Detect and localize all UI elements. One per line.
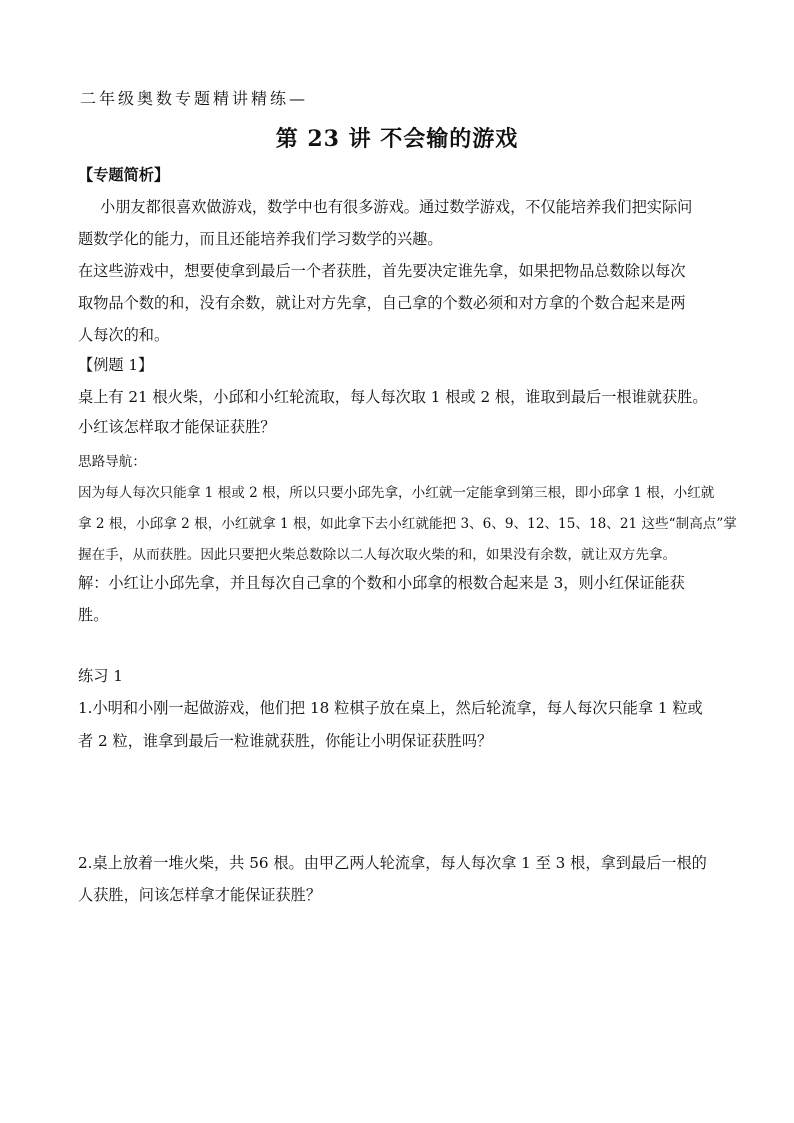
- example-question-line: 桌上有 21 根火柴，小邱和小红轮流取，每人每次取 1 根或 2 根，谁取到最后一根谁就获胜。: [78, 388, 708, 406]
- lesson-title: 第 23 讲 不会输的游戏: [275, 126, 519, 152]
- practice-q1-line: 者 2 粒，谁拿到最后一粒谁就获胜，你能让小明保证获胜吗？: [78, 732, 493, 750]
- solution-line: 解：小红让小邱先拿，并且每次自己拿的个数和小邱拿的根数合起来是 3，则小红保证能获: [78, 574, 685, 592]
- practice-q2-line: 2.桌上放着一堆火柴，共 56 根。由甲乙两人轮流拿，每人每次拿 1 至 3 根，拿到最后一根的: [78, 854, 707, 872]
- guide-line: 因为每人每次只能拿 1 根或 2 根，所以只要小邱先拿，小红就一定能拿到第三根，即小邱拿 1 根，小红就: [78, 485, 715, 501]
- practice-heading: 练习 1: [78, 667, 123, 685]
- intro-line: 题数学化的能力，而且还能培养我们学习数学的兴趣。: [78, 230, 443, 248]
- series-label: 二年级奥数专题精讲精练—: [80, 89, 309, 108]
- guide-line: 握在手，从而获胜。因此只要把火柴总数除以二人每次取火柴的和，如果没有余数，就让双方先拿。: [78, 547, 677, 563]
- practice-q2-line: 人获胜，问该怎样拿才能保证获胜？: [78, 886, 321, 904]
- intro-line: 小朋友都很喜欢做游戏，数学中也有很多游戏。通过数学游戏，不仅能培养我们把实际问: [100, 198, 693, 216]
- guide-line: 拿 2 根，小邱拿 2 根，小红就拿 1 根，如此拿下去小红就能把 3、6、9、12、15、18、21 这些“制高点”掌: [78, 516, 737, 532]
- guide-label: 思路导航：: [78, 454, 146, 470]
- intro-line: 取物品个数的和，没有余数，就让对方先拿，自己拿的个数必须和对方拿的个数合起来是两: [78, 294, 686, 312]
- example-question-line: 小红该怎样取才能保证获胜？: [78, 418, 276, 436]
- practice-q1-line: 1.小明和小刚一起做游戏，他们把 18 粒棋子放在桌上，然后轮流拿，每人每次只能拿 1 粒或: [78, 699, 703, 717]
- intro-line: 在这些游戏中，想要使拿到最后一个者获胜，首先要决定谁先拿，如果把物品总数除以每次: [78, 262, 686, 280]
- intro-heading: 【专题简析】: [78, 166, 170, 184]
- intro-line: 人每次的和。: [78, 326, 170, 344]
- example-heading: 【例题 1】: [78, 356, 154, 374]
- solution-line: 胜。: [78, 606, 109, 624]
